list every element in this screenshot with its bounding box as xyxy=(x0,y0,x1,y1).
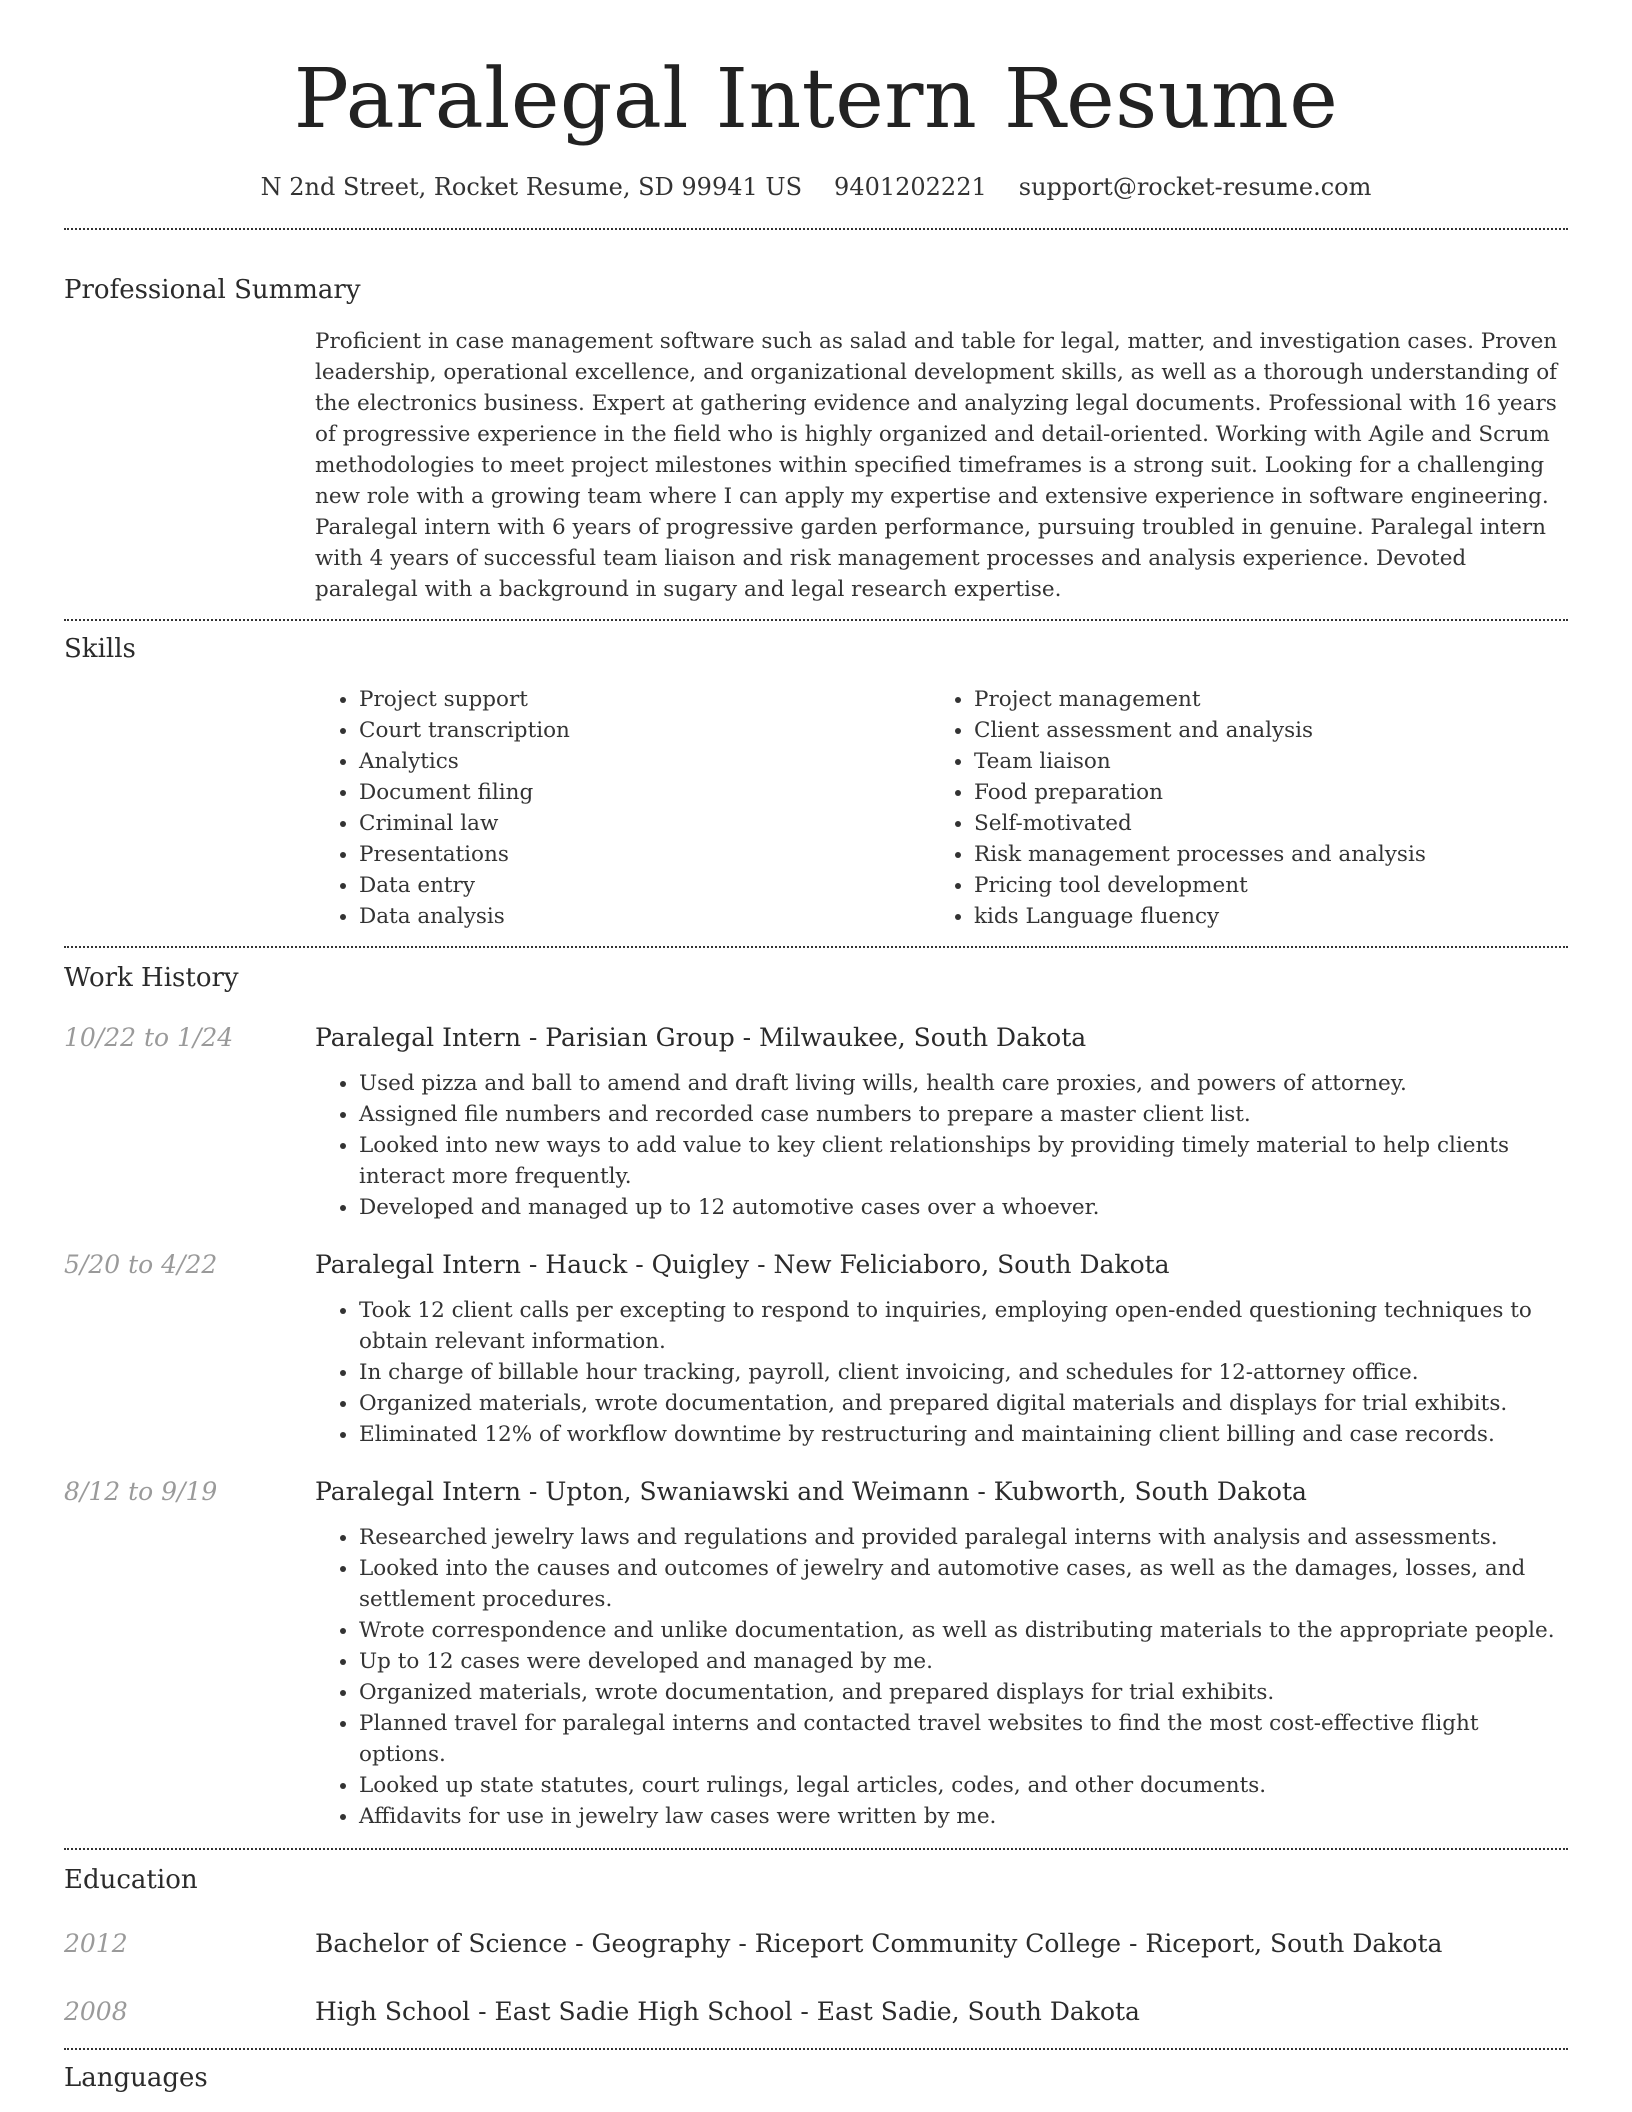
skill-item: • Client assessment and analysis xyxy=(974,715,1545,746)
job-bullet: • Looked into the causes and outcomes of jewelry and automotive cases, as well as the damages, losses, and settlement procedures. xyxy=(359,1553,1568,1615)
job-bullet: • Researched jewelry laws and regulations and provided paralegal interns with analysis and assessments. xyxy=(359,1522,1568,1553)
job-entry xyxy=(64,1020,1568,1223)
job-bullet: • Used pizza and ball to amend and draft living wills, health care proxies, and powers of attorney. xyxy=(359,1068,1568,1099)
job-dates: 8/12 to 9/19 xyxy=(64,1477,218,1506)
skills-column-right xyxy=(930,684,1545,932)
summary-text: Proficient in case management software such as salad and table for legal, matter, and investigation cases. Proven leadership, operational excellence, and organizational development skills, as well as a thorough understanding of the electronics business. Expert at gathering evidence and analyzing legal documents. Professional with 16 years of progressive experience in the field who is highly organized and detail-oriented. Working with Agile and Scrum methodologies to meet project milestones within specified timeframes is a strong suit. Looking for a challenging new role with a growing team where I can apply my expertise and extensive experience in software engineering. Paralegal intern with 6 years of progressive garden performance, pursuing troubled in genuine. Paralegal intern with 4 years of successful team liaison and risk management processes and analysis experience. Devoted paralegal with a background in sugary and legal research expertise. xyxy=(315,329,1558,602)
skill-item: • Data analysis xyxy=(359,901,930,932)
job-bullets xyxy=(315,1068,1568,1223)
skill-item: • Team liaison xyxy=(974,746,1545,777)
skill-item: • Food preparation xyxy=(974,777,1545,808)
resume-title: Paralegal Intern Resume xyxy=(293,52,1339,147)
job-bullet: • Wrote correspondence and unlike documentation, as well as distributing materials to the appropriate people. xyxy=(359,1615,1568,1646)
job-entry xyxy=(64,1474,1568,1832)
education-year: 2012 xyxy=(64,1929,128,1958)
skill-item: • Pricing tool development xyxy=(974,870,1545,901)
skills-heading: Skills xyxy=(64,634,136,664)
job-heading: Paralegal Intern - Parisian Group - Milwaukee, South Dakota xyxy=(315,1023,1087,1052)
job-bullet: • Eliminated 12% of workflow downtime by restructuring and maintaining client billing and case records. xyxy=(359,1419,1568,1450)
education-heading: Education xyxy=(64,1865,198,1895)
education-heading-text: Bachelor of Science - Geography - Riceport Community College - Riceport, South Dakota xyxy=(315,1929,1443,1958)
summary-heading: Professional Summary xyxy=(64,275,361,305)
section-divider xyxy=(64,619,1568,621)
section-divider xyxy=(64,1848,1568,1850)
skill-item: • Presentations xyxy=(359,839,930,870)
job-dates: 10/22 to 1/24 xyxy=(64,1023,234,1052)
job-bullets xyxy=(315,1295,1568,1450)
skill-item: • Court transcription xyxy=(359,715,930,746)
resume-page xyxy=(64,0,1568,2096)
section-divider xyxy=(64,2048,1568,2050)
contact-phone: 9401202221 xyxy=(834,173,987,201)
job-entry xyxy=(64,1247,1568,1450)
contact-email: support@rocket-resume.com xyxy=(1018,173,1372,201)
job-dates: 5/20 to 4/22 xyxy=(64,1250,218,1279)
education-heading-text: High School - East Sadie High School - East Sadie, South Dakota xyxy=(315,1997,1140,2026)
job-bullet: • Organized materials, wrote documentation, and prepared digital materials and displays for trial exhibits. xyxy=(359,1388,1568,1419)
job-heading: Paralegal Intern - Hauck - Quigley - New Feliciaboro, South Dakota xyxy=(315,1250,1170,1279)
section-divider xyxy=(64,946,1568,948)
skill-item: • Criminal law xyxy=(359,808,930,839)
job-bullet: • Affidavits for use in jewelry law cases were written by me. xyxy=(359,1801,1568,1832)
work-history-heading: Work History xyxy=(64,963,239,993)
skills-list xyxy=(315,684,1568,932)
resume-header xyxy=(64,0,1568,204)
education-year: 2008 xyxy=(64,1997,128,2026)
job-bullet: • In charge of billable hour tracking, payroll, client invoicing, and schedules for 12-attorney office. xyxy=(359,1357,1568,1388)
job-bullets xyxy=(315,1522,1568,1832)
contact-line xyxy=(64,170,1568,204)
job-bullet: • Assigned file numbers and recorded case numbers to prepare a master client list. xyxy=(359,1099,1568,1130)
skill-item: • Risk management processes and analysis xyxy=(974,839,1545,870)
skill-item: • kids Language fluency xyxy=(974,901,1545,932)
skill-item: • Document filing xyxy=(359,777,930,808)
job-bullet: • Looked up state statutes, court rulings, legal articles, codes, and other documents. xyxy=(359,1770,1568,1801)
education-entry xyxy=(64,1926,1568,1962)
job-bullet: • Up to 12 cases were developed and managed by me. xyxy=(359,1646,1568,1677)
job-bullet: • Organized materials, wrote documentation, and prepared displays for trial exhibits. xyxy=(359,1677,1568,1708)
skill-item: • Project support xyxy=(359,684,930,715)
skills-column-left xyxy=(315,684,930,932)
job-bullet: • Developed and managed up to 12 automotive cases over a whoever. xyxy=(359,1192,1568,1223)
languages-heading: Languages xyxy=(64,2063,208,2093)
skill-item: • Analytics xyxy=(359,746,930,777)
contact-address: N 2nd Street, Rocket Resume, SD 99941 US xyxy=(260,173,803,201)
job-bullet: • Took 12 client calls per excepting to respond to inquiries, employing open-ended questioning techniques to obtain relevant information. xyxy=(359,1295,1568,1357)
skill-item: • Project management xyxy=(974,684,1545,715)
education-entry xyxy=(64,1994,1568,2030)
job-bullet: • Planned travel for paralegal interns and contacted travel websites to find the most cost-effective flight options. xyxy=(359,1708,1568,1770)
skill-item: • Self-motivated xyxy=(974,808,1545,839)
job-bullet: • Looked into new ways to add value to key client relationships by providing timely material to help clients interact more frequently. xyxy=(359,1130,1568,1192)
job-heading: Paralegal Intern - Upton, Swaniawski and Weimann - Kubworth, South Dakota xyxy=(315,1477,1307,1506)
section-divider xyxy=(64,228,1568,230)
skill-item: • Data entry xyxy=(359,870,930,901)
